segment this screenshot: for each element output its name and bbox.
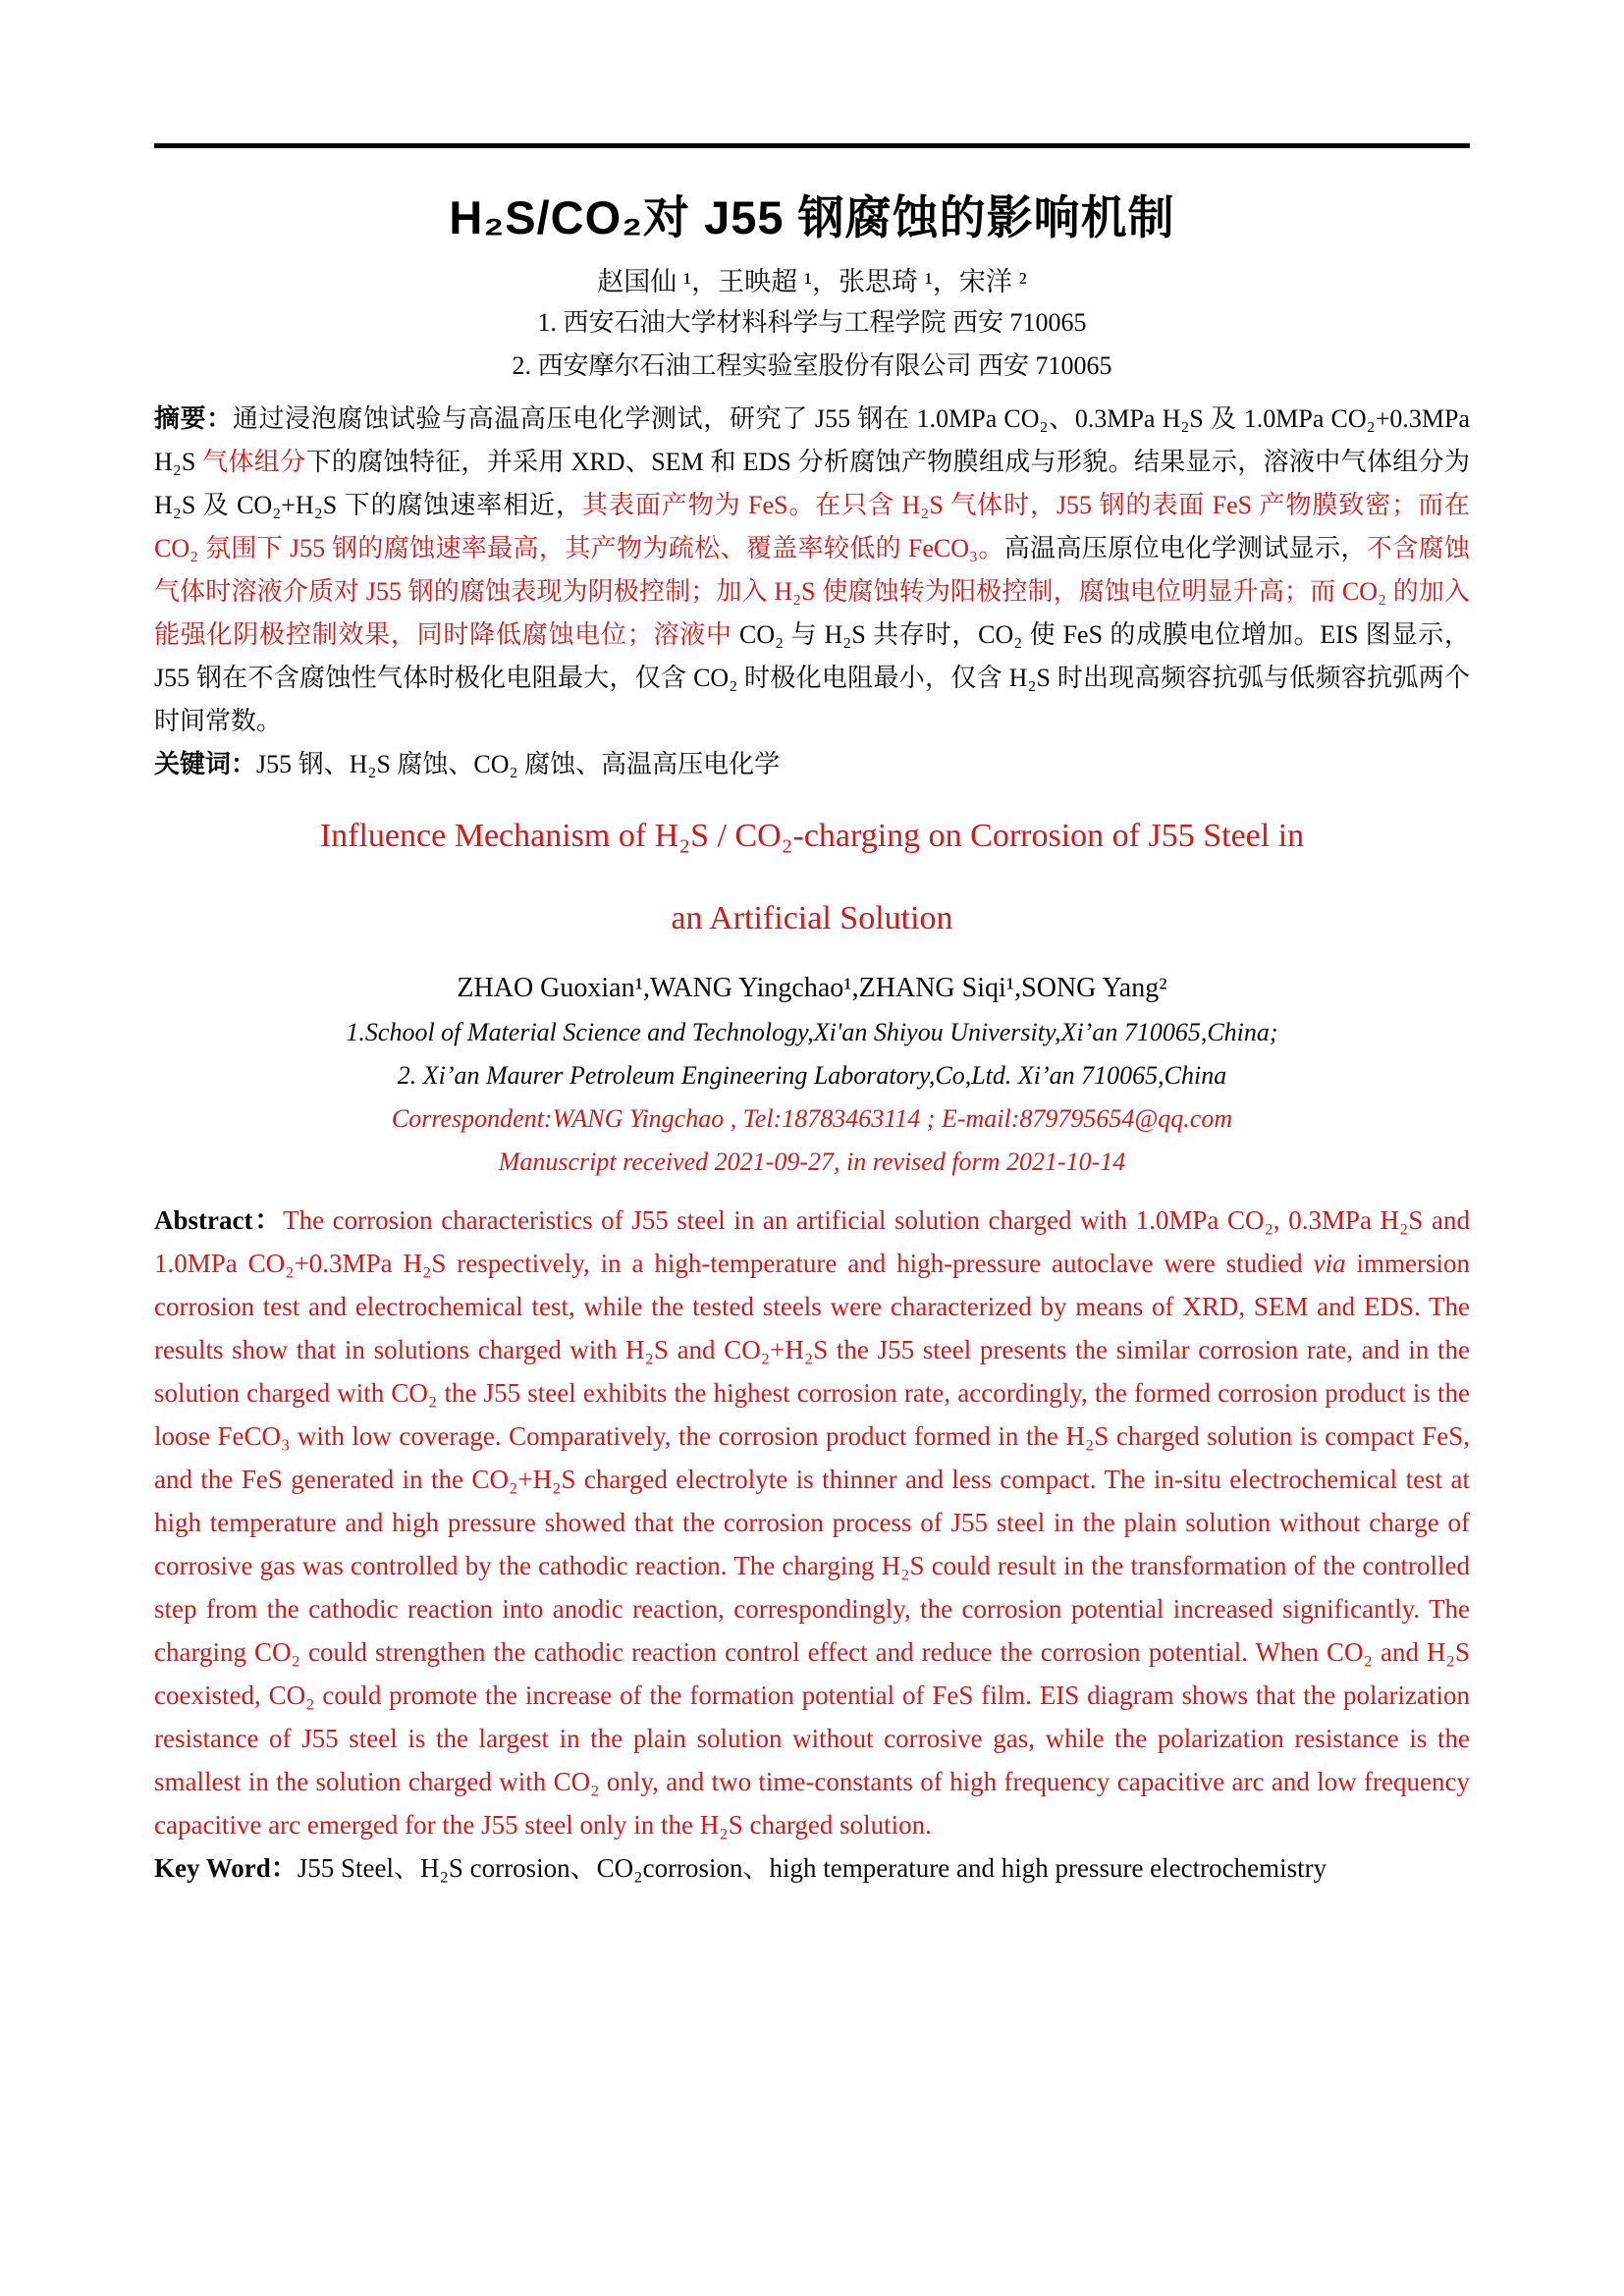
abstract-en-segment-red: The corrosion characteristics of J55 steel in an artificial solution charged with 1.0MPa CO₂, 0.3MPa H₂S and 1.0MPa CO₂+0.3MPa H₂S respectively, in a high-temperature and high-pressure autoclave were studied (154, 1205, 1470, 1278)
top-rule (154, 143, 1470, 148)
abstract-cn-segment-black: 通过浸泡腐蚀试验与高温高压电化学测试，研究了 J55 钢在 1.0MPa CO₂、0.3MPa H₂S 及 1.0MPa CO₂+0.3MPa H₂S (154, 404, 1470, 476)
affiliation-cn-1: 1. 西安石油大学材料科学与工程学院 西安 710065 (537, 308, 1087, 337)
keywords-cn-text: J55 钢、H₂S 腐蚀、CO₂ 腐蚀、高温高压电化学 (256, 750, 781, 778)
abstract-en-segment-red-italic: via (1313, 1249, 1346, 1278)
abstract-cn-segment-black: 下的腐蚀特征，并采用 XRD、SEM 和 EDS 分析腐蚀产物膜组成与形貌。结果显示，溶液中气体组分为 H₂S 及 CO₂+H₂S 下的腐蚀速率相近， (154, 448, 1470, 519)
abstract-en (154, 1199, 1470, 1846)
keywords-cn (154, 743, 1470, 786)
affiliation-en-2: 2. Xi’an Maurer Petroleum Engineering Laboratory,Co,Ltd. Xi’an 710065,China (397, 1061, 1227, 1090)
keywords-en-text: J55 Steel、H₂S corrosion、CO₂corrosion、high temperature and high pressure electrochemistry (297, 1853, 1327, 1883)
abstract-cn (154, 398, 1470, 743)
abstract-en-label: Abstract： (154, 1205, 284, 1235)
keywords-cn-label: 关键词： (154, 750, 257, 778)
abstract-cn-segment-black: CO₂ 与 H₂S 共存时，CO₂ 使 FeS 的成膜电位增加。EIS 图显示，J55 钢在不含腐蚀性气体时极化电阻最大，仅含 CO₂ 时极化电阻最小，仅含 H₂S 时出现高频容抗弧与低频容抗弧两个时间常数。 (154, 620, 1470, 735)
abstract-cn-segment-black: 高温高压原位电化学测试显示， (1003, 534, 1367, 562)
abstract-cn-label: 摘要： (154, 404, 233, 433)
abstract-cn-segment-red: 其表面产物为 FeS。在只含 H₂S 气体时，J55 钢的表面 FeS 产物膜致密；而在 CO₂ 氛围下 J55 钢的腐蚀速率最高，其产物为疏松、覆盖率较低的 FeCO₃。 (154, 491, 1470, 562)
authors-en: ZHAO Guoxian¹,WANG Yingchao¹,ZHANG Siqi¹,SONG Yang² (457, 973, 1167, 1003)
paper-title-cn: H₂S/CO₂对 J55 钢腐蚀的影响机制 (449, 191, 1175, 243)
paper-title-en-line1: Influence Mechanism of H₂S / CO₂-charging on Corrosion of J55 Steel in (319, 818, 1305, 854)
abstract-cn-segment-red: 不含腐蚀气体时溶液介质对 J55 钢的腐蚀表现为阴极控制；加入 H₂S 使腐蚀转为阳极控制，腐蚀电位明显升高；而 CO₂ 的加入能强化阴极控制效果，同时降低腐蚀电位；溶液中 (154, 534, 1470, 649)
correspondent-line: Correspondent:WANG Yingchao , Tel:18783463114 ; E-mail:879795654@qq.com (391, 1104, 1233, 1133)
keywords-en-label: Key Word： (154, 1853, 298, 1883)
affiliation-cn-2: 2. 西安摩尔石油工程实验室股份有限公司 西安 710065 (512, 351, 1112, 380)
authors-cn: 赵国仙 ¹，王映超 ¹，张思琦 ¹，宋洋 ² (597, 267, 1027, 296)
affiliation-en-1: 1.School of Material Science and Technology,Xi'an Shiyou University,Xi’an 710065,China; (346, 1018, 1278, 1046)
manuscript-dates-line: Manuscript received 2021-09-27, in revised form 2021-10-14 (498, 1148, 1126, 1176)
keywords-en (154, 1846, 1470, 1890)
paper-title-en-line2: an Artificial Solution (671, 900, 953, 936)
abstract-en-segment-red: immersion corrosion test and electrochemical test, while the tested steels were characterized by means of XRD, SEM and EDS. The results show that in solutions charged with H₂S and CO₂+H₂S the J55 steel presents the similar corrosion rate, and in the solution charged with CO₂ the J55 steel exhibits the highest corrosion rate, accordingly, the formed corrosion product is the loose FeCO₃ with low coverage. Comparatively, the corrosion product formed in the H₂S charged solution is compact FeS, and the FeS generated in the CO₂+H₂S charged electrolyte is thinner and less compact. The in-situ electrochemical test at high temperature and high pressure showed that the corrosion process of J55 steel in the plain solution without charge of corrosive gas was controlled by the cathodic reaction. The charging H₂S could result in the transformation of the controlled step from the cathodic reaction into anodic reaction, correspondingly, the corrosion potential increased significantly. The charging CO₂ could strengthen the cathodic reaction control effect and reduce the corrosion potential. When CO₂ and H₂S coexisted, CO₂ could promote the increase of the formation potential of FeS film. EIS diagram shows that the polarization resistance of J55 steel is the largest in the plain solution without corrosive gas, while the polarization resistance is the smallest in the solution charged with CO₂ only, and two time-constants of high frequency capacitive arc and low frequency capacitive arc emerged for the J55 steel only in the H₂S charged solution. (154, 1249, 1470, 1840)
abstract-cn-segment-red: 气体组分 (202, 448, 306, 476)
